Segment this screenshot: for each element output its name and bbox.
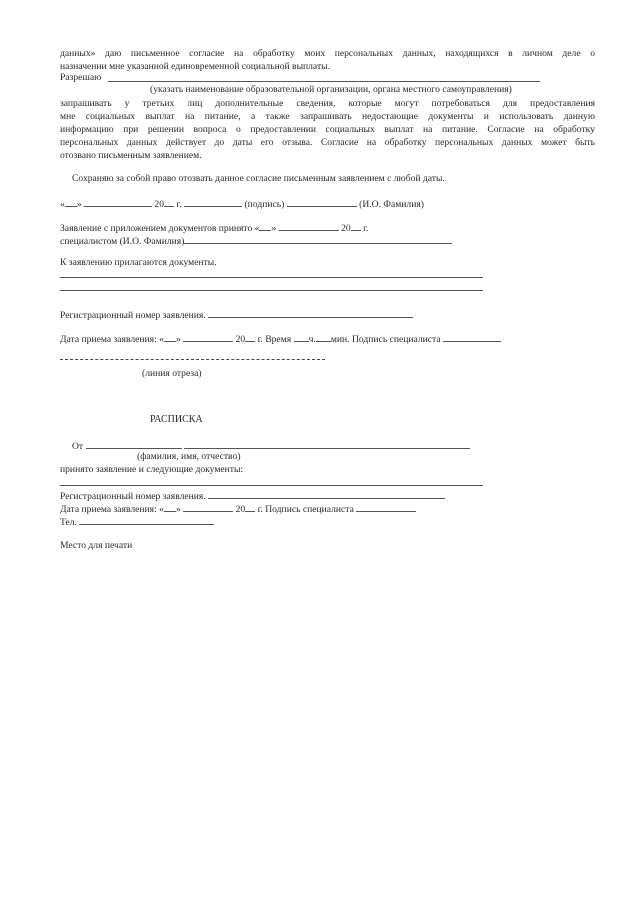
receipt-from-line: От bbox=[72, 438, 470, 453]
receipt-from-blank-2[interactable] bbox=[184, 438, 470, 449]
specialist-name-blank[interactable] bbox=[184, 233, 452, 244]
reg-number-line: Регистрационный номер заявления. bbox=[60, 307, 413, 322]
receipt-reg-number-line: Регистрационный номер заявления. bbox=[60, 488, 445, 503]
date-day-blank[interactable] bbox=[164, 331, 176, 342]
permit-organization-blank[interactable] bbox=[108, 81, 540, 82]
date-month-blank[interactable] bbox=[183, 331, 233, 342]
applicant-sign-line: « » 20 г. (подпись) (И.О. Фамилия) bbox=[60, 196, 424, 211]
reserve-statement: Сохраняю за собой право отозвать данное согласие письменным заявлением с любой даты. bbox=[72, 173, 445, 184]
cut-line bbox=[60, 359, 325, 360]
year-blank[interactable] bbox=[164, 196, 174, 207]
hours-blank[interactable] bbox=[294, 331, 309, 342]
intro-line-1: данных» даю письменное согласие на обработку моих персональных данных, находящихся в личном деле о bbox=[60, 48, 595, 59]
specialist-signature-blank[interactable] bbox=[443, 331, 501, 342]
permit-line-1: запрашивать у третьих лиц дополнительные сведения, которые могут потребоваться для предоставления bbox=[60, 98, 595, 109]
accepted-line-2: специалистом (И.О. Фамилия) bbox=[60, 233, 452, 248]
day-blank[interactable] bbox=[65, 196, 77, 207]
attached-docs-label: К заявлению прилагаются документы. bbox=[60, 257, 217, 268]
permit-line-3: информацию при решении вопроса о предоставлении социальных выплат на питание. Согласие на обработку bbox=[60, 124, 595, 135]
receipt-date-line: Дата приема заявления: « » 20 г. Подпись специалиста bbox=[60, 501, 416, 516]
receipt-phone-line: Тел. bbox=[60, 514, 214, 529]
signature-blank[interactable] bbox=[184, 196, 242, 207]
receipt-docs-blank[interactable] bbox=[60, 485, 483, 486]
reg-number-blank[interactable] bbox=[208, 307, 413, 318]
receipt-day-blank[interactable] bbox=[164, 501, 176, 512]
permit-line-5: отозвано письменным заявлением. bbox=[60, 150, 202, 161]
attached-docs-blank-1[interactable] bbox=[60, 277, 483, 278]
permit-label: Разрешаю bbox=[60, 72, 102, 83]
accepted-year-blank[interactable] bbox=[351, 220, 361, 231]
intro-line-2: назначении мне указанной единовременной социальной выплаты. bbox=[60, 61, 330, 72]
receipt-phone-blank[interactable] bbox=[79, 514, 214, 525]
cut-line-label: (линия отреза) bbox=[142, 368, 202, 379]
date-accept-line: Дата приема заявления: « » 20 г. Время ч. мин. Подпись специалиста bbox=[60, 331, 501, 346]
receipt-from-blank-1[interactable] bbox=[86, 438, 182, 449]
month-blank[interactable] bbox=[84, 196, 152, 207]
accepted-day-blank[interactable] bbox=[259, 220, 271, 231]
receipt-from-hint: (фамилия, имя, отчество) bbox=[137, 451, 241, 462]
receipt-accepted-docs: принято заявление и следующие документы: bbox=[60, 464, 244, 475]
receipt-title: РАСПИСКА bbox=[150, 414, 203, 425]
permit-hint: (указать наименование образовательной организации, органа местного самоуправления) bbox=[150, 84, 512, 95]
accepted-month-blank[interactable] bbox=[279, 220, 339, 231]
date-year-blank[interactable] bbox=[245, 331, 255, 342]
receipt-reg-number-blank[interactable] bbox=[208, 488, 445, 499]
receipt-year-blank[interactable] bbox=[245, 501, 255, 512]
receipt-signature-blank[interactable] bbox=[356, 501, 416, 512]
stamp-place: Место для печати bbox=[60, 540, 133, 551]
minutes-blank[interactable] bbox=[316, 331, 331, 342]
permit-line-4: персональных данных действует до даты его отзыва. Согласие на обработку персональных данных может быть bbox=[60, 137, 595, 148]
accepted-line-1: Заявление с приложением документов принято « » 20 г. bbox=[60, 220, 368, 235]
receipt-month-blank[interactable] bbox=[183, 501, 233, 512]
permit-line-2: мне социальных выплат на питание, а также запрашивать недостающие документы и использовать данную bbox=[60, 111, 595, 122]
name-blank[interactable] bbox=[287, 196, 357, 207]
attached-docs-blank-2[interactable] bbox=[60, 290, 483, 291]
